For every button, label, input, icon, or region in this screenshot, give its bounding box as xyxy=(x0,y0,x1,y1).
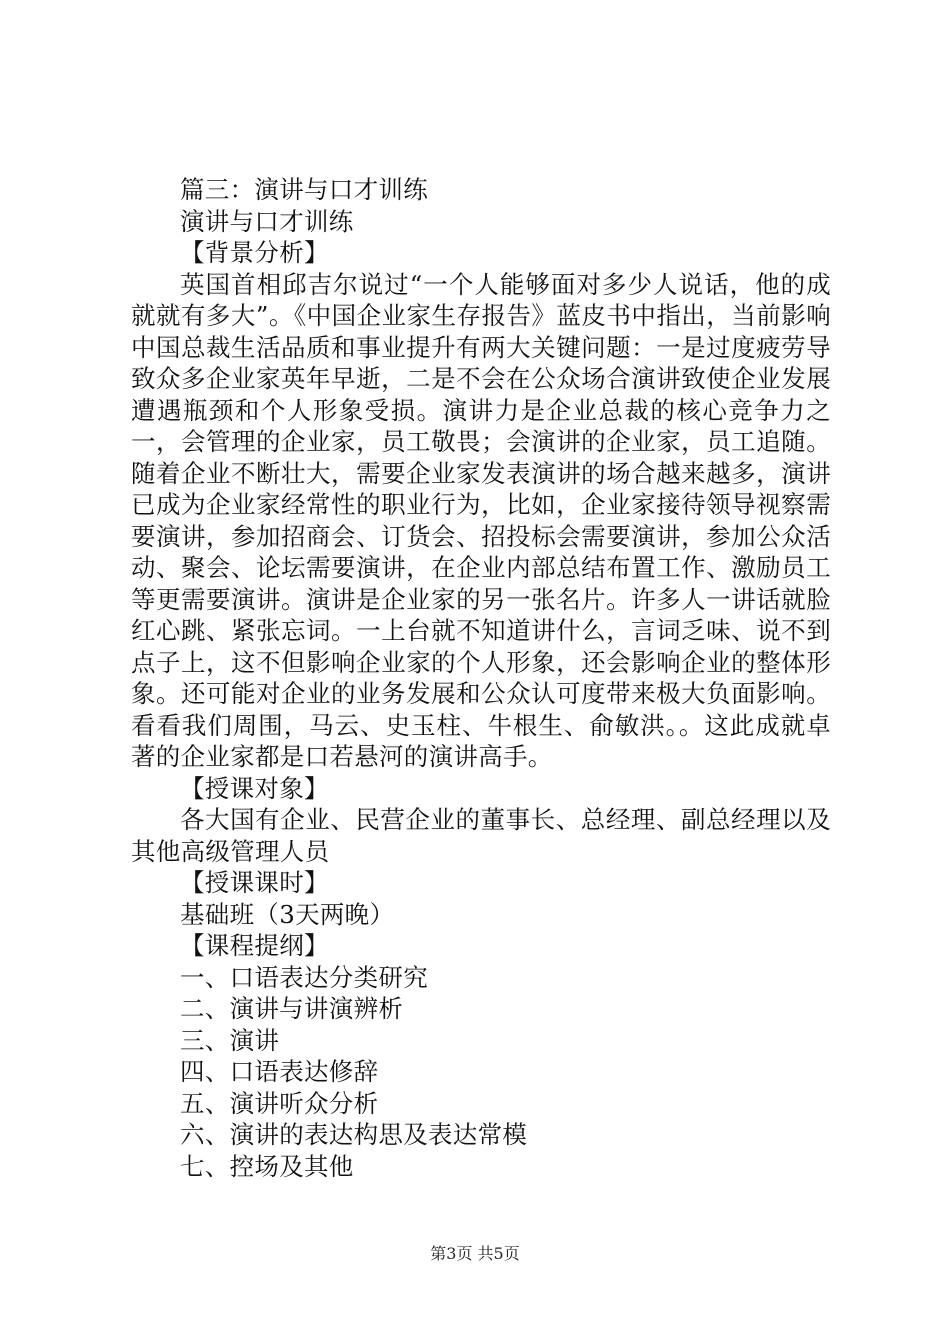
outline-item: 一、口语表达分类研究 xyxy=(180,962,428,992)
background-heading: 【背景分析】 xyxy=(180,238,329,267)
audience-heading: 【授课对象】 xyxy=(180,773,329,803)
document-title: 篇三：演讲与口才训练 xyxy=(180,175,428,204)
outline-item: 六、演讲的表达构思及表达常模 xyxy=(180,1120,528,1149)
outline-item: 四、口语表达修辞 xyxy=(180,1057,379,1086)
hours-paragraph: 基础班（3天两晚） xyxy=(180,899,395,929)
outline-item: 三、演讲 xyxy=(180,1025,280,1055)
outline-item: 五、演讲听众分析 xyxy=(180,1088,379,1118)
outline-item: 二、演讲与讲演辨析 xyxy=(180,994,404,1023)
background-paragraph: 英国首相邱吉尔说过“一个人能够面对多少人说话，他的成就就有多大”。《中国企业家生存报告》蓝皮书中指出，当前影响中国总裁生活品质和事业提升有两大关键问题：一是过度疲劳导致众多企业家英年早逝，二是不会在公众场合演讲致使企业发展遭遇瓶颈和个人形象受损。演讲力是企业总裁的核心竞争力之一，会管理的企业家，员工敬畏；会演讲的企业家，员工追随。随着企业不断壮大，需要企业家发表演讲的场合越来越多，演讲已成为企业家经常性的职业行为，比如，企业家接待领导视察需要演讲，参加招商会、订货会、招投标会需要演讲，参加公众活动、聚会、论坛需要演讲，在企业内部总结布置工作、激励员工等更需要演讲。演讲是企业家的另一张名片。许多人一讲话就脸红心跳、紧张忘词。一上台就不知道讲什么，言词乏味、说不到点子上，这不但影响企业家的个人形象，还会影响企业的整体形象。还可能对企业的业务发展和公众认可度带来极大负面影响。看看我们周围，马云、史玉柱、牛根生、俞敏洪。。这此成就卓著的企业家都是口若悬河的演讲高手。 xyxy=(131,269,831,771)
audience-paragraph: 各大国有企业、民营企业的董事长、总经理、副总经理以及其他高级管理人员 xyxy=(131,805,831,866)
outline-heading: 【课程提纲】 xyxy=(180,931,329,960)
outline-item: 七、控场及其他 xyxy=(180,1151,354,1181)
document-body xyxy=(131,174,831,1182)
hours-heading: 【授课课时】 xyxy=(180,868,329,897)
document-subtitle: 演讲与口才训练 xyxy=(180,206,354,236)
page-number-footer: 第3页 共5页 xyxy=(430,1244,520,1263)
